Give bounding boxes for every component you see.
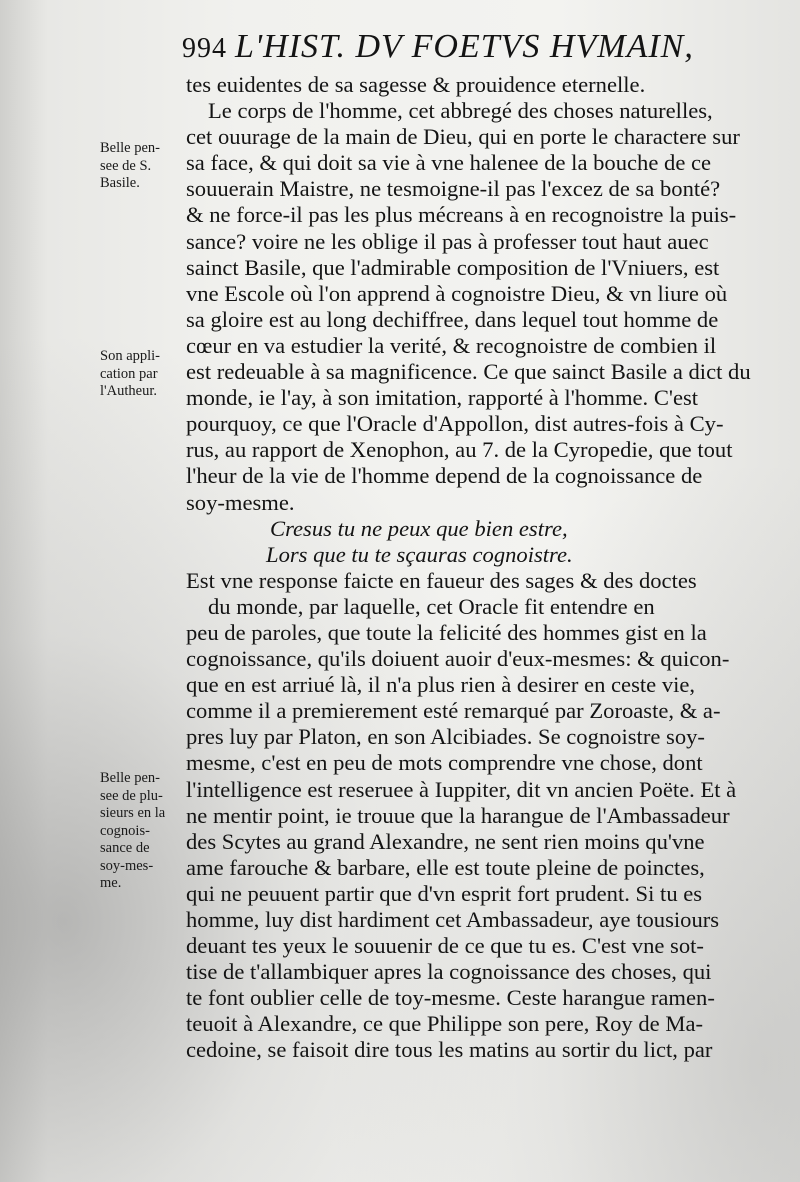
- running-title: L'HIST. DV FOETVS HVMAIN,: [235, 28, 694, 65]
- margin-note-connaissance: [100, 770, 184, 893]
- text-line: rus, au rapport de Xenophon, au 7. de la Cyropedie, que tout: [186, 437, 733, 463]
- margin-note-line: Son appli-: [100, 348, 161, 364]
- text-line: sance? voire ne les oblige il pas à professer tout haut auec: [186, 228, 709, 254]
- text-line: ne mentir point, ie trouue que la harangue de l'Ambassadeur: [186, 802, 730, 828]
- verse-line: Lors que tu te sçauras cognoistre.: [266, 541, 573, 567]
- margin-note-line: Belle pen-: [100, 770, 160, 786]
- text-line: monde, ie l'ay, à son imitation, rapporté à l'homme. C'est: [186, 385, 699, 411]
- text-line: vne Escole où l'on apprend à cognoistre Dieu, & vn liure où: [186, 280, 728, 306]
- text-line: sainct Basile, que l'admirable composition de l'Vniuers, est: [186, 254, 720, 280]
- margin-note-line: Belle pen-: [100, 140, 160, 156]
- margin-note-line: Basile.: [100, 175, 140, 191]
- text-line: cet ouurage de la main de Dieu, qui en porte le charactere sur: [186, 124, 740, 150]
- margin-note-line: cation par: [100, 365, 158, 382]
- text-line: peu de paroles, que toute la felicité des hommes gist en la: [186, 619, 707, 645]
- text-line: mesme, c'est en peu de mots comprendre vne chose, dont: [186, 750, 703, 776]
- text-line: sa face, & qui doit sa vie à vne halenee de la bouche de ce: [186, 150, 712, 176]
- text-line: du monde, par laquelle, cet Oracle fit entendre en: [208, 593, 655, 619]
- text-line: l'intelligence est reseruee à Iuppiter, dit vn ancien Poëte. Et à: [186, 776, 737, 802]
- margin-note-line: l'Autheur.: [100, 383, 157, 399]
- text-line: que en est arriué là, il n'a plus rien à desirer en ceste vie,: [186, 672, 696, 698]
- text-line: pres luy par Platon, en son Alcibiades. Se cognoistre soy-: [186, 724, 705, 750]
- margin-note-basile: [100, 140, 184, 193]
- text-line: tes euidentes de sa sagesse & prouidence eternelle.: [186, 72, 646, 97]
- text-line: est redeuable à sa magnificence. Ce que sainct Basile a dict du: [186, 359, 751, 385]
- text-line: deuant tes yeux le souuenir de ce que tu es. C'est vne sot-: [186, 933, 704, 959]
- text-line: pourquoy, ce que l'Oracle d'Appollon, dist autres-fois à Cy-: [186, 411, 724, 437]
- text-line: Est vne response faicte en faueur des sages & des doctes: [186, 567, 697, 593]
- text-line: cœur en va estudier la verité, & recognoistre de combien il: [186, 332, 717, 358]
- text-line: sa gloire est au long dechiffree, dans lequel tout homme de: [186, 306, 719, 332]
- text-line: & ne force-il pas les plus mécreans à en recognoistre la puis-: [186, 202, 737, 228]
- margin-note-line: see de S.: [100, 157, 152, 174]
- text-line: comme il a premierement esté remarqué par Zoroaste, & a-: [186, 698, 721, 724]
- body-text: [186, 72, 786, 1064]
- text-line: l'heur de la vie de l'homme depend de la cognoissance de: [186, 463, 703, 489]
- text-line: des Scytes au grand Alexandre, ne sent rien moins qu'vne: [186, 828, 705, 854]
- text-line: qui ne peuuent partir que d'vn esprit fort prudent. Si tu es: [186, 880, 703, 906]
- margin-note-line: sieurs en la: [100, 805, 166, 821]
- text-line: cognoissance, qu'ils doiuent auoir d'eux-mesmes: & quicon-: [186, 646, 730, 672]
- text-line: souuerain Maistre, ne tesmoigne-il pas l'excez de sa bonté?: [186, 176, 721, 202]
- text-line: homme, luy dist hardiment cet Ambassadeur, aye tousiours: [186, 907, 720, 932]
- text-line: cedoine, se faisoit dire tous les matins au sortir du lict, par: [186, 1037, 713, 1063]
- margin-note-line: cognois-: [100, 822, 150, 839]
- verse-line: Cresus tu ne peux que bien estre,: [270, 515, 568, 541]
- text-line: te font oublier celle de toy-mesme. Ceste harangue ramen-: [186, 985, 715, 1011]
- text-line: teuoit à Alexandre, ce que Philippe son pere, Roy de Ma-: [186, 1011, 703, 1037]
- page-number: 994: [182, 33, 227, 64]
- margin-note-line: soy-mes-: [100, 857, 154, 874]
- margin-note-line: me.: [100, 875, 122, 891]
- text-line: soy-mesme.: [186, 489, 295, 515]
- margin-note-application: [100, 348, 184, 401]
- page-header: [182, 28, 782, 66]
- margin-note-line: see de plu-: [100, 787, 163, 804]
- margin-note-line: sance de: [100, 840, 150, 856]
- text-line: tise de t'allambiquer apres la cognoissance des choses, qui: [186, 959, 712, 985]
- text-line: ame farouche & barbare, elle est toute pleine de poinctes,: [186, 854, 705, 880]
- text-line: Le corps de l'homme, cet abbregé des choses naturelles,: [208, 98, 713, 124]
